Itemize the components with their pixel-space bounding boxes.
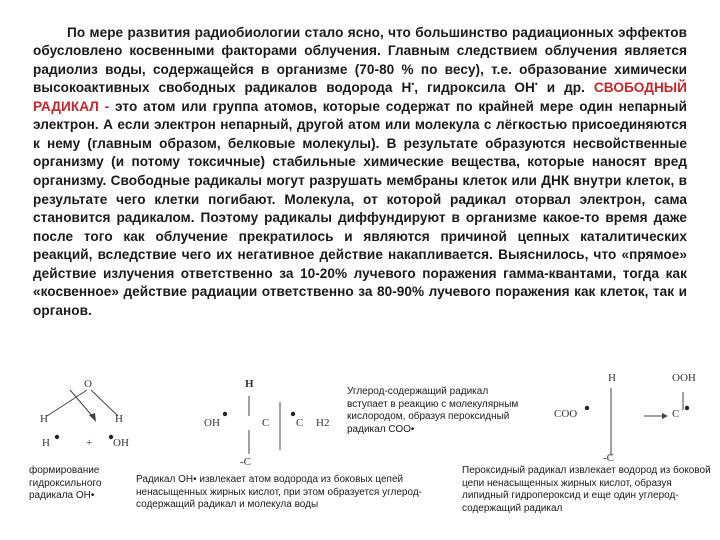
caption-chain-reaction: Пероксидный радикал извлекает водород из боковой цепи ненасыщенных жирных кислот, образуя липидный гидропероксид и еще один углерод-содержащий радикал: [462, 465, 711, 514]
radical-dot-icon: [222, 411, 228, 417]
radical-dot-icon: [108, 434, 114, 440]
hydrogen-label: H: [608, 372, 616, 384]
carbon-label: C: [262, 417, 270, 429]
radical-dot-icon: [684, 405, 690, 411]
plus-sign: +: [86, 437, 93, 449]
hydrogen-left: H: [40, 413, 48, 425]
paragraph-text-d: это атом или группа атомов, которые содержат по крайней мере один непарный электрон. А если электрон непарный, другой атом или молекула с лёгкостью присоединяются к нему (главным образом, белковые молекулы). В результате образуются несвойственные организму (и потому токсичные) стабильные химические вещества, которые наносят вред организму. Свободные радикалы могут разрушать мембраны клеток или ДНК внутри клеток, в результате чего клетки погибают. Молекула, от которой радикал оторвал электрон, сама становится радикалом. Поэтому радикалы диффундируют в организме какое-то время даже после того как облучение прекратилось и являются причиной цепных каталитических реакций, вследствие чего их негативное действие накапливается. Выяснилось, что «прямое» действие излучения ответственно за 10-20% лучевого поражения гамма-квантами, тогда как «косвенное» действие радиации ответственно за 80-90% лучевого поражения как клеток, так и органов.: [33, 98, 687, 318]
main-paragraph: [33, 24, 687, 321]
chain-end-label: -C: [240, 456, 251, 468]
hydrogen-radical: H: [42, 437, 50, 449]
radical-dot-icon: [54, 434, 60, 440]
caption-peroxide-formation: Углерод-содержащий радикал вступает в реакцию с молекулярным кислородом, образуя пероксидный радикал СОО•: [347, 386, 519, 435]
hydroperoxide-label: OOH: [672, 372, 696, 384]
radical-dot-icon: [584, 405, 590, 411]
hydrogen-right: H: [115, 413, 123, 425]
hydrogen-top: H: [245, 378, 254, 390]
carbon-product: C: [296, 417, 304, 429]
chain-end-label: -C: [603, 452, 614, 464]
carbon-chain-lines: [200, 388, 360, 468]
carbon-label: C: [672, 408, 680, 420]
radical-dot: •: [411, 79, 415, 89]
peroxide-lines: [560, 380, 710, 470]
water-product: H2: [316, 417, 330, 429]
bond-right: [91, 390, 118, 416]
radical-dot: •: [534, 79, 538, 89]
split-arrow: [70, 390, 94, 418]
caption-hydrogen-abstraction: Радикал ОН• извлекает атом водорода из боковых цепей ненасыщенных жирных кислот, при этом образуется углерод-содержащий радикал и молекула воды: [136, 474, 422, 511]
hydroxyl-label: OH: [204, 417, 220, 429]
paragraph-text-a: По мере развития радиобиологии стало ясно, что большинство радиационных эффектов обусловлено косвенными факторами облучения. Главным следствием облучения является радиолиз воды, содержащейся в организме (70-80 % по весу), т.е. образование химически высокоактивных свободных радикалов водорода Н: [33, 24, 687, 96]
reaction-arrow-head: [662, 413, 668, 419]
paragraph-text-c: и др.: [537, 80, 594, 96]
split-arrow-head: [89, 413, 96, 422]
oxygen-atom: O: [84, 378, 92, 390]
paragraph-text-b: , гидроксила ОН: [414, 80, 535, 96]
peroxyl-label: COO: [554, 408, 578, 420]
free-radical-term: СВОБОДНЫЙ РАДИКАЛ -: [33, 80, 687, 114]
caption-hydroxyl-formation: формирование гидроксильного радикала ОН•: [29, 465, 102, 502]
hydroxyl-radical: OH: [113, 437, 129, 449]
